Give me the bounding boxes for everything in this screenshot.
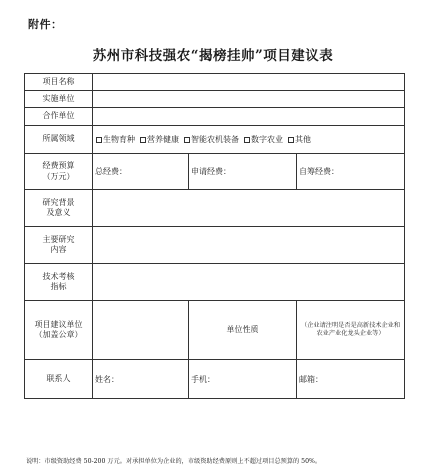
cooperating-unit-field[interactable] (93, 108, 405, 126)
checkbox-icon (288, 137, 294, 143)
contact-name-field[interactable]: 姓名： (93, 360, 189, 399)
field-label: 所属领域 (25, 126, 93, 154)
field-option-other[interactable]: 其他 (288, 134, 311, 145)
field-option-smart-machinery[interactable]: 智能农机装备 (184, 134, 239, 145)
budget-total-field[interactable]: 总经费： (93, 154, 189, 190)
budget-requested-field[interactable]: 申请经费： (189, 154, 297, 190)
checkbox-icon (96, 137, 102, 143)
project-name-field[interactable] (93, 74, 405, 91)
budget-self-raised-field[interactable]: 自筹经费： (297, 154, 405, 190)
checkbox-icon (244, 137, 250, 143)
unit-type-note: （企业请注明是否是高新技术企业和农业产业化龙头企业等） (301, 321, 401, 337)
row-cooperating-unit (25, 108, 405, 126)
proposer-label: 项目建议单位（加盖公章） (25, 301, 93, 360)
checkbox-icon (140, 137, 146, 143)
field-option-biobreeding[interactable]: 生物育种 (96, 134, 135, 145)
proposal-form (24, 73, 405, 399)
implementing-unit-field[interactable] (93, 91, 405, 108)
row-field (25, 126, 405, 154)
row-contact (25, 360, 405, 399)
content-label: 主要研究内容 (25, 227, 93, 264)
checkbox-icon (184, 137, 190, 143)
budget-label: 经费预算（万元） (25, 154, 93, 190)
row-project-name (25, 74, 405, 91)
field-option-nutrition-health[interactable]: 营养健康 (140, 134, 179, 145)
row-implementing-unit (25, 91, 405, 108)
row-proposer (25, 301, 405, 360)
unit-type-label: 单位性质 (189, 301, 297, 360)
indicators-field[interactable] (93, 264, 405, 301)
contact-label: 联系人 (25, 360, 93, 399)
footnote: 说明：市级资助经费 50-200 万元。对承担单位为企业的，市级资助经费原则上不超过项目总预算的 50%。 (26, 458, 322, 465)
unit-type-field[interactable] (297, 301, 405, 360)
field-options (93, 126, 405, 154)
row-indicators (25, 264, 405, 301)
attachment-label: 附件： (28, 18, 63, 31)
cooperating-unit-label: 合作单位 (25, 108, 93, 126)
indicators-label: 技术考核指标 (25, 264, 93, 301)
background-label: 研究背景及意义 (25, 190, 93, 227)
row-background (25, 190, 405, 227)
field-option-digital-agriculture[interactable]: 数字农业 (244, 134, 283, 145)
contact-email-field[interactable]: 邮箱： (297, 360, 405, 399)
contact-phone-field[interactable]: 手机： (189, 360, 297, 399)
implementing-unit-label: 实施单位 (25, 91, 93, 108)
background-field[interactable] (93, 190, 405, 227)
content-field[interactable] (93, 227, 405, 264)
row-content (25, 227, 405, 264)
proposer-field[interactable] (93, 301, 189, 360)
row-budget (25, 154, 405, 190)
project-name-label: 项目名称 (25, 74, 93, 91)
form-title: 苏州市科技强农“揭榜挂帅”项目建议表 (92, 48, 334, 64)
